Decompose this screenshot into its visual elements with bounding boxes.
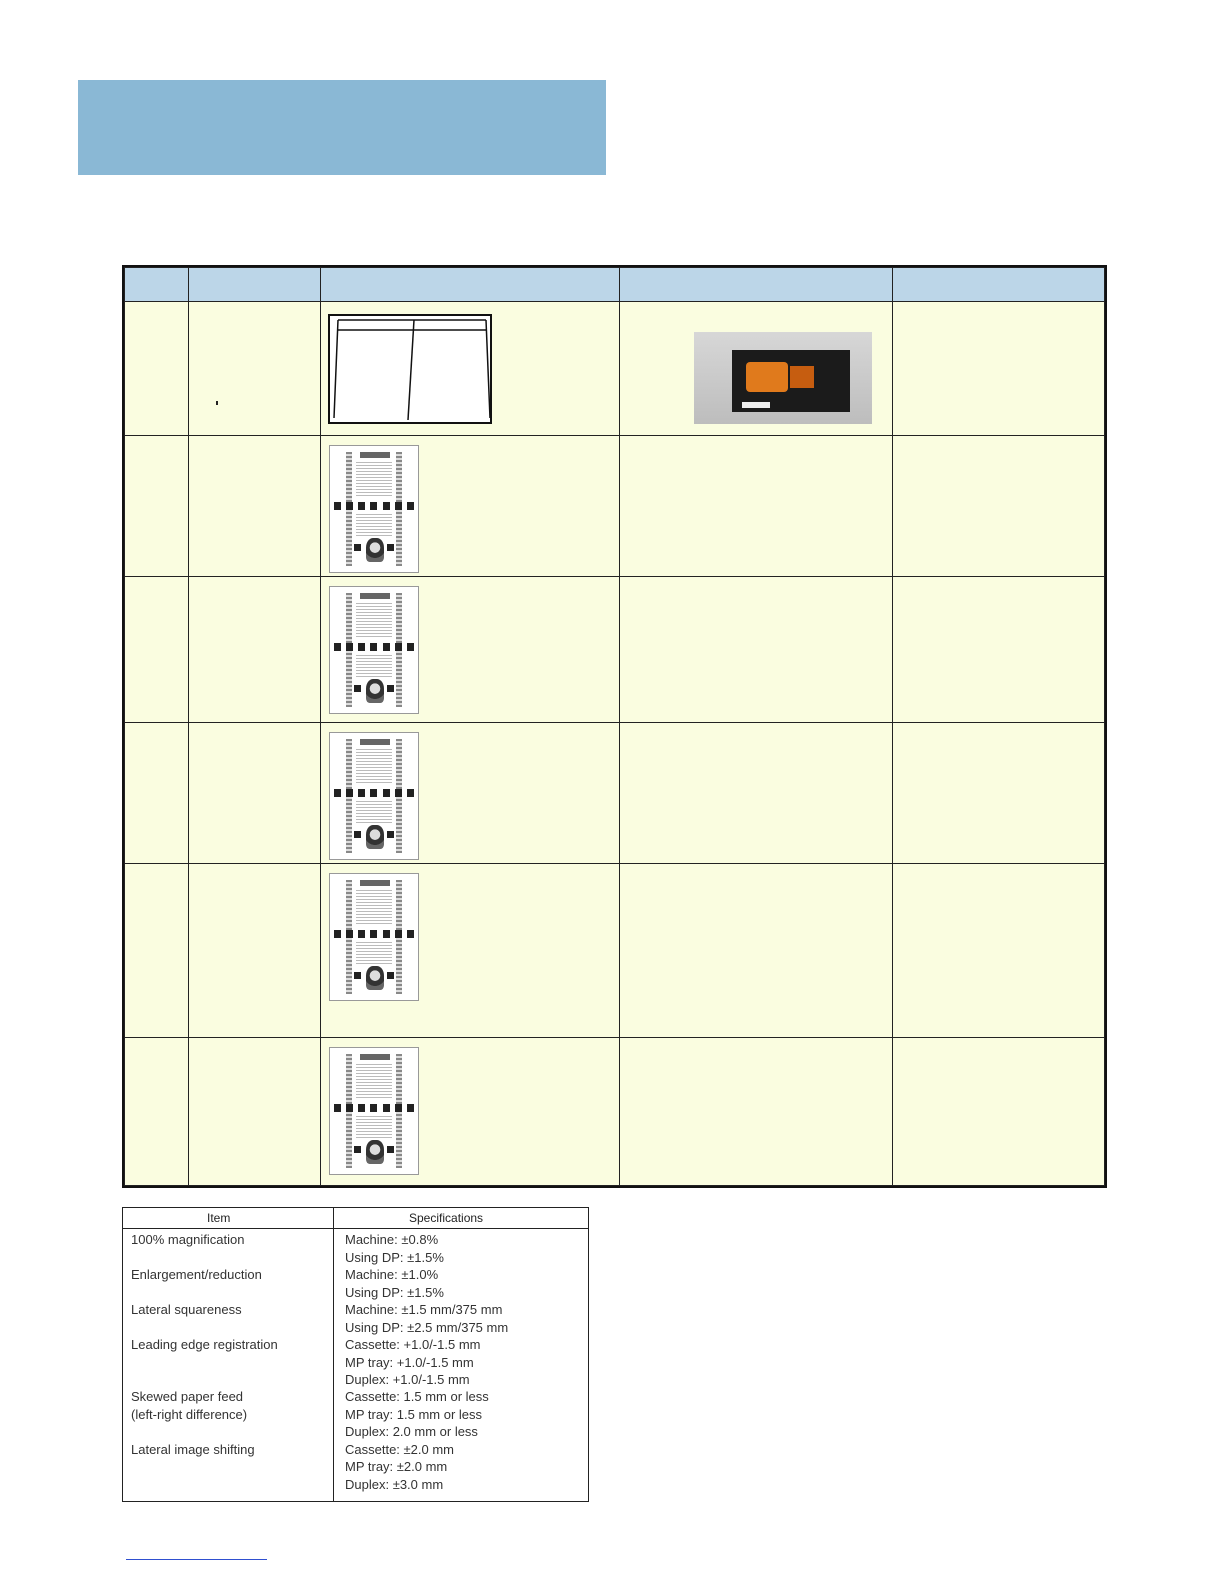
footer-link-underline (126, 1559, 267, 1560)
section-title-band (78, 80, 606, 175)
header-cell-3 (321, 268, 620, 302)
table-row (125, 1038, 1105, 1186)
table-cell (189, 723, 321, 864)
table-cell (893, 436, 1105, 577)
printer-roller-photo-icon (694, 332, 872, 424)
spec-value: MP tray: 1.5 mm or less (345, 1406, 483, 1422)
table-cell (620, 723, 893, 864)
spec-header-specifications: Specifications (409, 1211, 484, 1225)
table-cell (620, 864, 893, 1038)
header-cell-5 (893, 268, 1105, 302)
spec-value: MP tray: +1.0/-1.5 mm (345, 1354, 474, 1370)
spec-item: Leading edge registration (131, 1337, 278, 1352)
table-cell (893, 1038, 1105, 1186)
spec-value: Using DP: ±1.5% (345, 1284, 444, 1300)
specifications-table (122, 1207, 589, 1502)
table-cell (189, 302, 321, 436)
spec-column-divider (333, 1208, 334, 1501)
spec-value: Cassette: 1.5 mm or less (345, 1389, 489, 1404)
table-row (125, 577, 1105, 723)
test-chart-icon (329, 732, 419, 860)
table-cell (321, 864, 620, 1038)
test-chart-icon (329, 445, 419, 573)
test-chart-icon (329, 1047, 419, 1175)
table-cell (321, 577, 620, 723)
table-cell (125, 302, 189, 436)
table-cell (321, 436, 620, 577)
spec-value: Machine: ±1.5 mm/375 mm (345, 1302, 503, 1317)
spec-item: 100% magnification (131, 1232, 245, 1247)
table-cell (189, 864, 321, 1038)
table-header-row (125, 268, 1105, 302)
table-cell (321, 1038, 620, 1186)
folded-paper-diagram-icon (328, 314, 492, 424)
spec-value: Machine: ±1.0% (345, 1267, 439, 1282)
test-chart-icon (329, 873, 419, 1001)
table-cell (893, 302, 1105, 436)
spec-item: (left-right difference) (131, 1406, 248, 1422)
spec-item: Lateral image shifting (131, 1441, 255, 1457)
table-cell (125, 723, 189, 864)
table-cell (321, 302, 620, 436)
spec-item: Lateral squareness (131, 1302, 242, 1317)
spec-value: Cassette: +1.0/-1.5 mm (345, 1337, 481, 1352)
header-cell-4 (620, 268, 893, 302)
table-cell (620, 1038, 893, 1186)
table-cell (893, 864, 1105, 1038)
spec-value: MP tray: ±2.0 mm (345, 1459, 448, 1474)
spec-value: Duplex: ±3.0 mm (345, 1476, 444, 1492)
stray-mark (216, 401, 218, 405)
table-row (125, 864, 1105, 1038)
spec-item: Skewed paper feed (131, 1389, 244, 1404)
spec-header-item: Item (207, 1211, 231, 1225)
test-chart-icon (329, 586, 419, 714)
table-cell (125, 436, 189, 577)
table-cell (189, 577, 321, 723)
header-cell-2 (189, 268, 321, 302)
spec-value: Duplex: 2.0 mm or less (345, 1424, 478, 1439)
adjustment-table (122, 265, 1107, 1188)
spec-value: Cassette: ±2.0 mm (345, 1441, 455, 1457)
spec-value: Using DP: ±1.5% (345, 1249, 444, 1265)
spec-item: Enlargement/reduction (131, 1267, 262, 1282)
table-cell (893, 723, 1105, 864)
table-cell (321, 723, 620, 864)
table-cell (189, 1038, 321, 1186)
table-row (125, 723, 1105, 864)
table-cell (620, 436, 893, 577)
table-cell (125, 864, 189, 1038)
table-cell (620, 302, 893, 436)
table-cell (893, 577, 1105, 723)
spec-value: Machine: ±0.8% (345, 1232, 439, 1247)
table-cell (125, 1038, 189, 1186)
table-row (125, 436, 1105, 577)
spec-value: Duplex: +1.0/-1.5 mm (345, 1372, 470, 1387)
spec-header-row (123, 1208, 588, 1229)
table-cell (189, 436, 321, 577)
table-row (125, 302, 1105, 436)
header-cell-1 (125, 268, 189, 302)
table-cell (125, 577, 189, 723)
table-cell (620, 577, 893, 723)
spec-value: Using DP: ±2.5 mm/375 mm (345, 1319, 509, 1335)
